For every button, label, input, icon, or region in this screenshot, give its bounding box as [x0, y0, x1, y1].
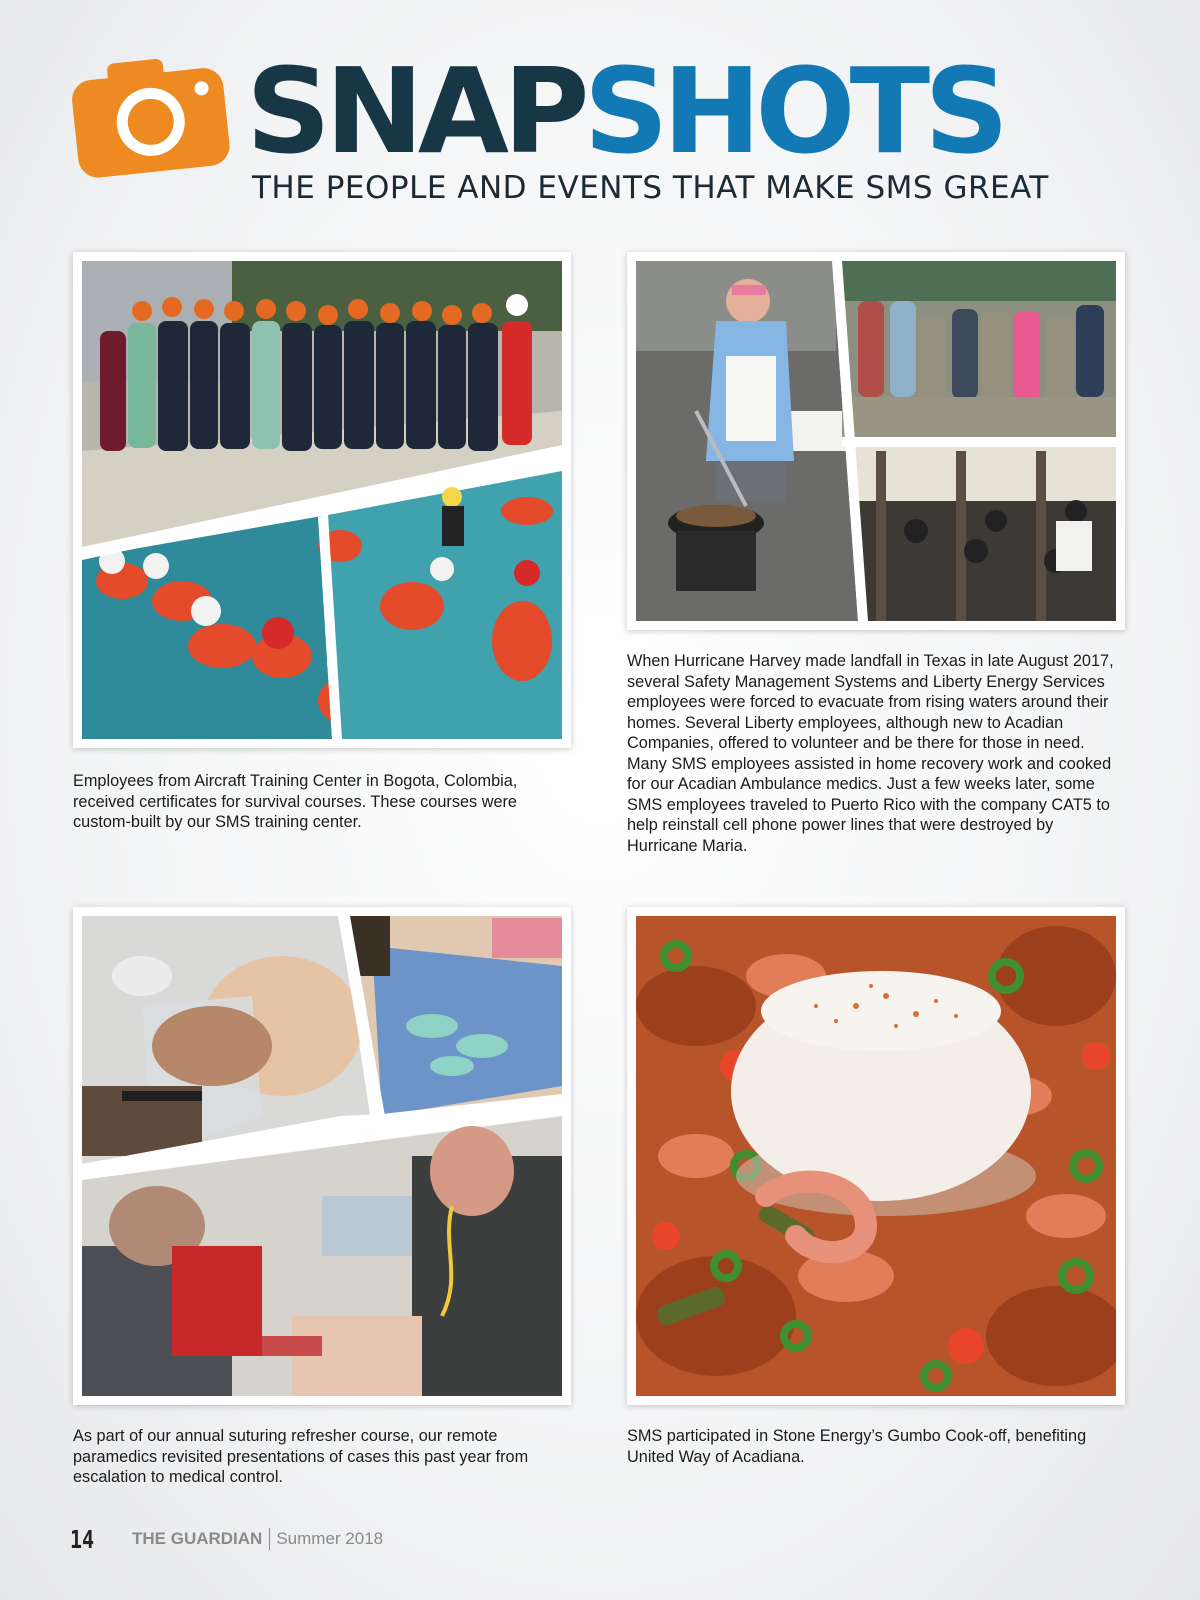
photo-survival-training — [82, 261, 562, 739]
page-title — [246, 42, 1004, 180]
camera-icon — [64, 52, 234, 178]
caption-hurricane-volunteers: When Hurricane Harvey made landfall in Texas in late August 2017, several Safety Management Systems and Liberty Energy Services employees were forced to evacuate from rising waters around their homes. Several Liberty employees, although new to Acadian Companies, offered to volunteer and be there for those in need. Many SMS employees assisted in home recovery work and cooked for our Acadian Ambulance medics. Just a few weeks later, some SMS employees traveled to Puerto Rico with the company CAT5 to help reinstall cell phone power lines that were destroyed by Hurricane Maria. — [627, 652, 1114, 855]
photo-frame-suturing-course — [73, 907, 571, 1405]
photo-frame-gumbo — [627, 907, 1125, 1405]
footer-divider — [269, 1528, 270, 1550]
issue-label: Summer 2018 — [276, 1529, 384, 1548]
caption-gumbo: SMS participated in Stone Energy’s Gumbo Cook-off, benefiting United Way of Acadiana. — [627, 1427, 1087, 1466]
page-number: 14 — [70, 1524, 95, 1554]
photo-frame-survival-training — [73, 252, 571, 748]
publication-name: THE GUARDIAN — [132, 1529, 263, 1548]
photo-suturing-course — [82, 916, 562, 1396]
photo-hurricane-volunteers — [636, 261, 1116, 621]
caption-suturing-course: As part of our annual suturing refresher course, our remote paramedics revisited presentations of cases this past year from escalation to medical control. — [73, 1427, 529, 1486]
caption-survival-training: Employees from Aircraft Training Center in Bogota, Colombia, received certificates for survival courses. These courses were custom-built by our SMS training center. — [73, 772, 518, 831]
title-snap: SNAP — [246, 42, 584, 180]
photo-gumbo — [636, 916, 1116, 1396]
page-subtitle: THE PEOPLE AND EVENTS THAT MAKE SMS GREAT — [252, 170, 1049, 206]
page-footer — [70, 1524, 383, 1554]
photo-frame-hurricane-volunteers — [627, 252, 1125, 630]
title-shots: SHOTS — [583, 42, 1004, 180]
